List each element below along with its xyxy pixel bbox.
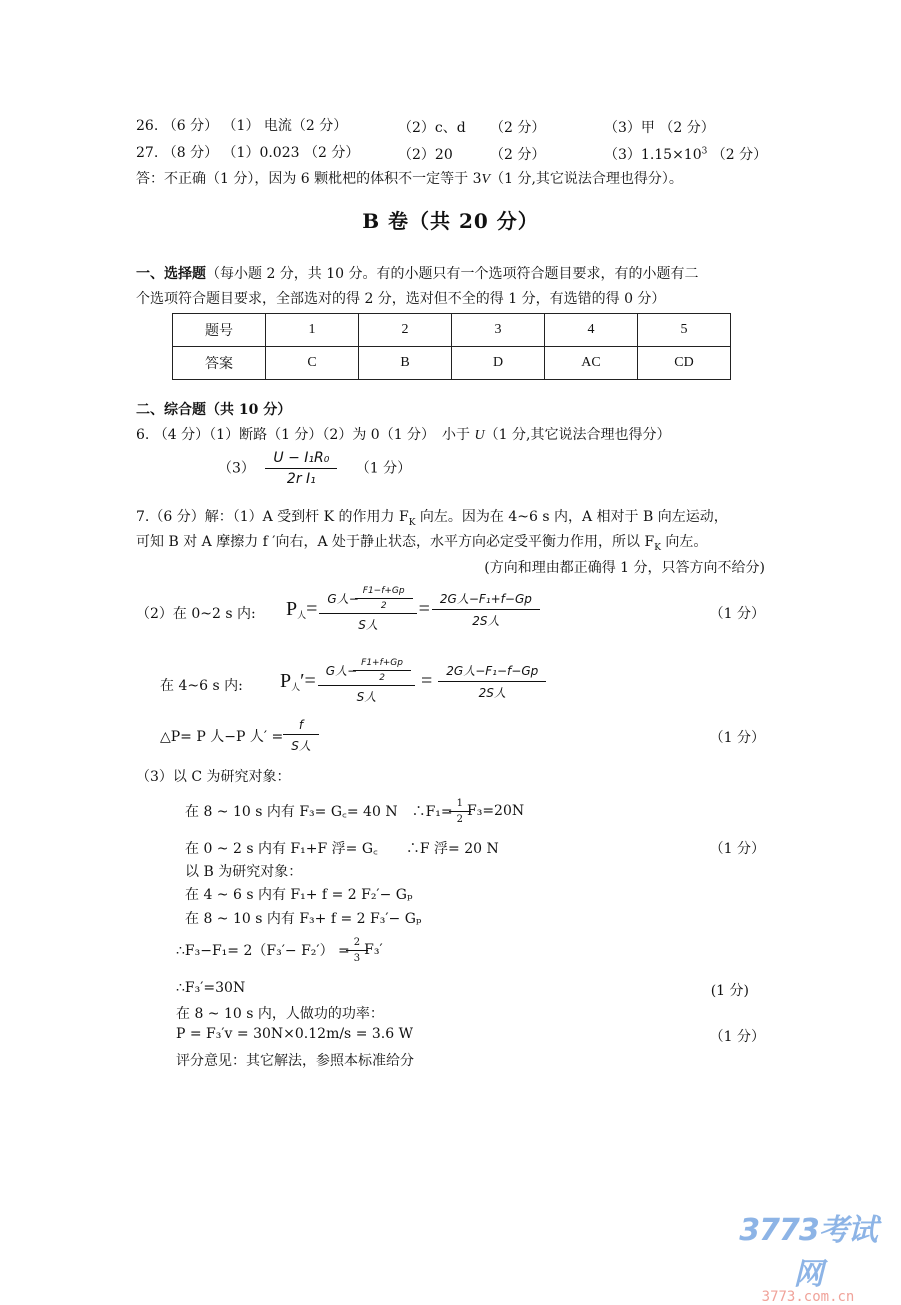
q27-part3-points: （2 分） [707,147,768,163]
fraction [436,590,536,629]
table-cell: 4 [545,314,638,347]
q7-formula-2 [280,650,542,712]
p-symbol: P [286,597,298,620]
q7-c2-points: （1 分） [709,841,765,857]
q27-part1: （1）0.023 （2 分） [222,145,360,161]
q27-points: （8 分） [162,145,219,161]
fraction [453,798,467,825]
section1-desc1: （每小题 2 分，共 10 分。有的小题只有一个选项符合题目要求，有的小题有二 [206,266,699,282]
denominator: 2S人 [438,681,546,701]
section2-heading: 二、综合题（共 10 分） [136,402,292,418]
q6-part3 [218,450,411,487]
q7-l1b: 向左。因为在 4~6 s 内，A 相对于 B 向左运动， [415,509,728,525]
p-subscript: 人 [291,682,301,693]
c1-text: 在 8 ~ 10 s 内有 F₃= G꜀= 40 N ∴F₁= [185,804,453,820]
q7-delta-p [160,716,315,756]
q6-text-b: （1 分,其它说法合理也得分） [484,427,671,443]
q7-b2: 在 8 ~ 10 s 内有 F₃+ f = 2 F₃′− Gₚ [185,911,422,927]
q7-b1: 在 4 ~ 6 s 内有 F₁+ f = 2 F₂′− Gₚ [185,887,413,903]
c1-text-b: F₃=20N [467,803,525,819]
table-row-header: 答案 [173,347,266,380]
watermark-logo [733,1205,883,1305]
fraction [350,937,364,964]
inner-numerator: F1−f+Gp [362,585,405,596]
q26-points: （6 分） [162,118,219,134]
q7-l2: 可知 B 对 A 摩擦力 f ′向右，A 处于静止状态，水平方向必定受平衡力作用，所以 F [136,534,655,550]
q27-number: 27. [136,145,159,161]
inner-fraction [357,658,407,683]
inner-fraction [359,586,409,611]
fraction [322,658,411,705]
fraction [442,662,542,701]
numerator-text: G人− [325,663,358,678]
q6-points: （1 分） [355,460,412,477]
q6-fraction [269,450,333,487]
q26-number: 26. [136,118,159,134]
q6-var-u: U [474,428,485,443]
q26-part3: （3）甲 （2 分） [604,120,715,136]
p-subscript: 人 [297,610,307,621]
q7-l2-sub: K [654,542,661,553]
numerator: 2G人−F₁+f−Gp [439,591,532,606]
q6-numerator: U − I₁R₀ [273,450,330,466]
q27-part3 [604,144,767,164]
denominator: 2S人 [432,609,540,629]
q7-formula-1 [286,578,536,640]
q7-line1 [136,508,728,532]
q7-l2b: 向左。 [660,534,708,550]
inner-denominator: 2 [355,598,413,611]
table-cell: 5 [638,314,731,347]
table-row [173,314,731,347]
answer-table [172,313,731,380]
q27-part2: （2）20 [398,147,453,163]
q27-part3-value: （3）1.15×10 [604,147,702,163]
q27-part2-points: （2 分） [490,147,546,163]
inner-denominator: 2 [353,670,411,683]
numerator-text: G人− [327,591,359,606]
q7-c2: 在 0 ~ 2 s 内有 F₁+F 浮= G꜀ ∴F 浮= 20 N [185,841,499,857]
numerator: 2 [353,936,361,948]
denominator: S人 [318,685,415,705]
table-cell: AC [545,347,638,380]
denominator: S人 [319,613,416,633]
q7-p46-label: 在 4~6 s 内: [160,678,243,694]
fraction [287,718,315,754]
numerator: 2G人−F₁−f−Gp [446,663,539,678]
b3-text: ∴F₃−F₁= 2（F₃′− F₂′） = [176,943,350,959]
q7-line2 [136,533,707,557]
table-row [173,347,731,380]
table-cell: C [266,347,359,380]
equals: = [421,669,433,692]
inner-numerator: F1+f+Gp [361,657,403,668]
q7-note: (方向和理由都正确得 1 分，只答方向不给分) [484,560,765,576]
section1-heading: 一、选择题 [136,266,206,282]
table-cell: B [359,347,452,380]
q7-r1: ∴F₃′=30N [176,980,246,996]
table-cell: 3 [452,314,545,347]
denominator: S人 [283,734,319,754]
numerator [322,658,411,685]
q7-b-title: 以 B 为研究对象： [185,864,303,880]
numerator [323,586,412,613]
numerator: f [298,718,304,732]
watermark-url: 3773.com.cn [761,1289,855,1305]
q27-exponent: 3 [701,146,708,157]
table-row-header: 题号 [173,314,266,347]
q27-answer-var: V [481,172,491,187]
equals: = [306,597,318,620]
q26-line [136,117,347,135]
q27-answer-text: 答：不正确（1 分），因为 6 颗枇杷的体积不一定等于 3 [136,171,482,187]
q26-part2-points: （2 分） [490,120,546,136]
q7-c1 [185,797,524,825]
q6-line1 [136,426,670,445]
delta-p-text: △P= P 人−P 人′ = [160,729,284,745]
table-cell: D [452,347,545,380]
watermark-brand: 3773考试网 [739,1213,877,1292]
q7-r1-points: (1 分) [710,983,749,999]
q27-answer-points: （1 分,其它说法合理也得分）。 [490,171,683,187]
section1-desc-line1 [136,265,699,283]
section1-desc2: 个选项符合题目要求，全部选对的得 2 分，选对但不全的得 1 分，有选错的得 0 分） [136,291,666,307]
q7-r3-points: （1 分） [709,1029,765,1045]
table-cell: 2 [359,314,452,347]
q7-l1: 7.（6 分）解：（1）A 受到杆 K 的作用力 F [136,509,409,525]
equals: ′= [300,669,316,692]
fraction [323,586,412,633]
q7-p2-label: （2）在 0~2 s 内: [136,606,256,622]
denominator: 3 [346,950,368,964]
q27-answer [136,170,683,189]
b3-text-b: F₃′ [364,942,383,958]
q6-part3-label: （3） [218,460,255,477]
q6-text: 6. （4 分）（1）断路（1 分）（2）为 0（1 分） 小于 [136,427,475,443]
p-symbol: P [280,669,292,692]
q7-b3 [176,935,383,965]
equals: = [418,597,430,620]
denominator: 2 [449,811,471,825]
q27-line [136,144,359,162]
q7-r3: P = F₃′v = 30N×0.12m/s = 3.6 W [176,1026,413,1042]
q26-part2: （2）c、d [398,120,466,136]
q7-p2-points: （1 分） [709,606,765,622]
table-cell: CD [638,347,731,380]
q6-denominator: 2r I₁ [265,468,337,487]
q7-l1-sub: K [408,517,416,528]
numerator: 1 [456,797,463,809]
q7-p3-title: （3）以 C 为研究对象： [136,769,291,785]
q7-dp-points: （1 分） [709,730,765,746]
q7-r2: 在 8 ~ 10 s 内，人做功的功率： [176,1006,384,1022]
table-cell: 1 [266,314,359,347]
q7-grading-note: 评分意见：其它解法，参照本标准给分 [176,1053,414,1069]
part-b-title: B 卷（共 20 分） [362,209,539,233]
q26-part1: （1） 电流（2 分） [222,118,348,134]
